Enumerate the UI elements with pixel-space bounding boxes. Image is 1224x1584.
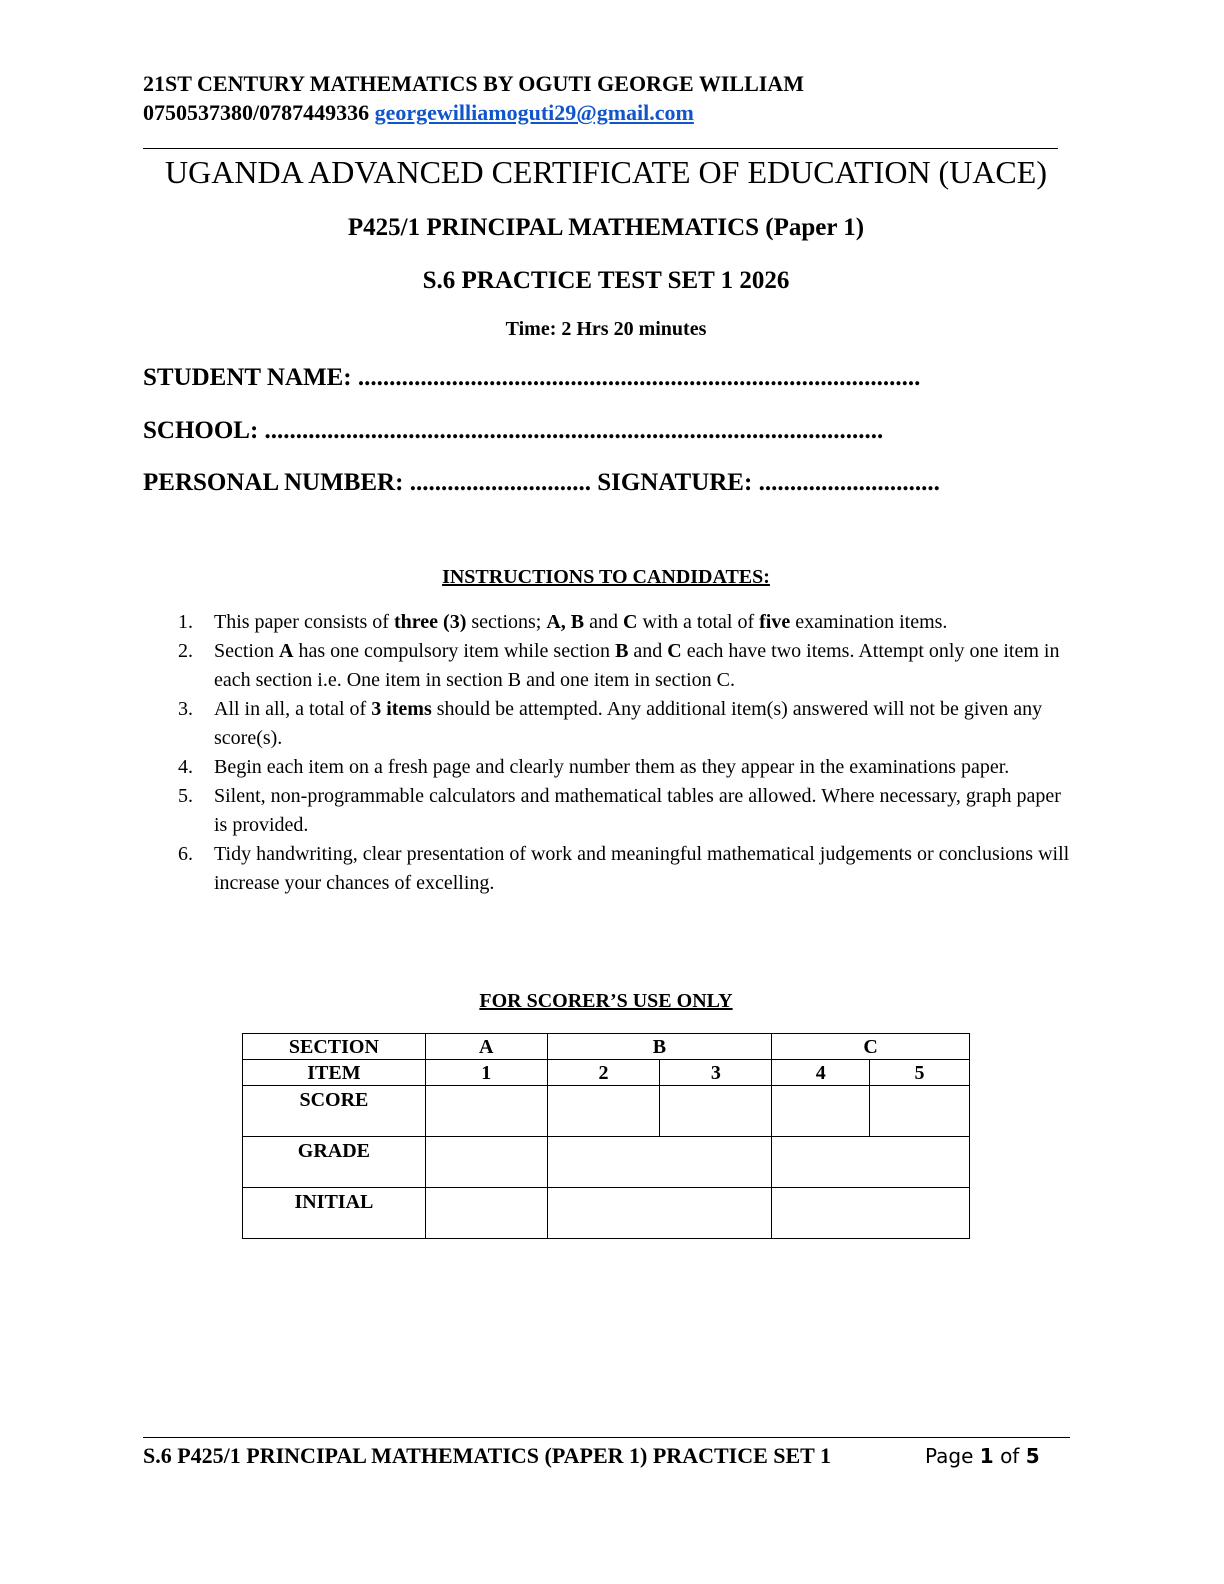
list-item-text: and [584, 611, 624, 633]
list-item-number: 2. [178, 640, 193, 662]
instructions-list [178, 608, 1078, 898]
list-item-text: 3 items [371, 698, 432, 720]
header-phones: 0750537380/0787449336 [143, 100, 370, 125]
footer-rule [143, 1437, 1070, 1438]
grade-cell-c[interactable] [772, 1137, 970, 1188]
signature-label: SIGNATURE: [597, 469, 753, 496]
list-item-number: 3. [178, 698, 193, 720]
section-header: SECTION [243, 1034, 426, 1060]
list-item-text: should be attempted. Any additional item(s) answered will not be given any score(s). [214, 698, 1043, 749]
score-cell-2[interactable] [547, 1086, 660, 1137]
initial-cell-b[interactable] [547, 1188, 772, 1239]
list-item [178, 782, 1078, 840]
list-item-text: A, B [546, 611, 585, 633]
personal-number-field[interactable] [143, 469, 597, 496]
item-1-header: 1 [425, 1060, 547, 1086]
header-email-link[interactable]: georgewilliamoguti29@gmail.com [374, 100, 694, 125]
time-allowed: Time: 2 Hrs 20 minutes [505, 318, 707, 340]
school-dots: ................................................................................................... [264, 417, 884, 444]
score-cell-3[interactable] [660, 1086, 772, 1137]
page-current: 1 [979, 1444, 994, 1468]
score-cell-5[interactable] [870, 1086, 970, 1137]
personal-number-label: PERSONAL NUMBER: [143, 469, 404, 496]
list-item-text: B [615, 640, 629, 662]
list-item-text: This paper consists of [214, 611, 394, 633]
section-a-header: A [425, 1034, 547, 1060]
item-2-header: 2 [547, 1060, 660, 1086]
score-cell-1[interactable] [425, 1086, 547, 1137]
signature-field[interactable] [597, 469, 940, 496]
list-item-text: C [623, 611, 638, 633]
student-name-label: STUDENT NAME: [143, 364, 352, 391]
list-item-text: has one compulsory item while section [293, 640, 616, 662]
item-3-header: 3 [660, 1060, 772, 1086]
header-author-line: 21ST CENTURY MATHEMATICS BY OGUTI GEORGE WILLIAM [143, 71, 804, 96]
page-word: Page [925, 1444, 974, 1468]
list-item-number: 1. [178, 611, 193, 633]
list-item-text: five [759, 611, 791, 633]
list-item-text: Silent, non-programmable calculators and mathematical tables are allowed. Where necessary, graph paper is provided. [214, 785, 1061, 836]
score-cell-4[interactable] [772, 1086, 870, 1137]
initial-cell-a[interactable] [425, 1188, 547, 1239]
list-item-text: sections; [466, 611, 547, 633]
signature-dots: ............................. [758, 469, 940, 496]
grade-label: GRADE [243, 1137, 426, 1188]
exam-title: UGANDA ADVANCED CERTIFICATE OF EDUCATION (UACE) [165, 154, 1047, 190]
list-item [178, 753, 1078, 782]
scorer-table [242, 1033, 970, 1239]
school-field[interactable] [143, 415, 883, 447]
initial-label: INITIAL [243, 1188, 426, 1239]
page-number [925, 1441, 1040, 1471]
table-row [243, 1137, 970, 1188]
paper-title: P425/1 PRINCIPAL MATHEMATICS (Paper 1) [347, 214, 865, 241]
page-total: 5 [1025, 1444, 1040, 1468]
list-item-text: three (3) [393, 611, 467, 633]
page-of: of [1000, 1444, 1020, 1468]
list-item-text: and [628, 640, 668, 662]
school-label: SCHOOL: [143, 417, 259, 444]
list-item-number: 4. [178, 756, 193, 778]
list-item [178, 608, 1078, 637]
score-label: SCORE [243, 1086, 426, 1137]
grade-cell-b[interactable] [547, 1137, 772, 1188]
list-item-text: each have two items. Attempt only one item in each section i.e. One item in section B and one item in section C. [214, 640, 1060, 691]
list-item-text: examination items. [790, 611, 948, 633]
table-row [243, 1086, 970, 1137]
instructions-heading: INSTRUCTIONS TO CANDIDATES: [442, 566, 770, 588]
section-b-header: B [547, 1034, 772, 1060]
list-item-text: Begin each item on a fresh page and clearly number them as they appear in the examinations paper. [214, 756, 1010, 778]
grade-cell-a[interactable] [425, 1137, 547, 1188]
student-name-dots: .......................................................................................... [357, 364, 921, 391]
scorer-heading: FOR SCORER’S USE ONLY [479, 990, 733, 1012]
list-item-text: A [279, 640, 294, 662]
footer-text: S.6 P425/1 PRINCIPAL MATHEMATICS (PAPER 1) PRACTICE SET 1 [143, 1443, 831, 1468]
personal-number-dots: ............................. [409, 469, 591, 496]
section-c-header: C [772, 1034, 970, 1060]
practice-title: S.6 PRACTICE TEST SET 1 2026 [422, 267, 790, 294]
table-row [243, 1188, 970, 1239]
list-item-number: 6. [178, 843, 193, 865]
table-row [243, 1060, 970, 1086]
header-contact-line [143, 99, 694, 127]
list-item [178, 840, 1078, 898]
table-row [243, 1034, 970, 1060]
item-5-header: 5 [870, 1060, 970, 1086]
list-item-text: All in all, a total of [214, 698, 372, 720]
list-item-text: Section [214, 640, 279, 662]
item-header: ITEM [243, 1060, 426, 1086]
initial-cell-c[interactable] [772, 1188, 970, 1239]
header-rule [143, 148, 1058, 149]
list-item-text: Tidy handwriting, clear presentation of work and meaningful mathematical judgements or conclusions will increase your chances of excelling. [214, 843, 1070, 894]
list-item-text: with a total of [637, 611, 760, 633]
list-item-text: C [667, 640, 682, 662]
item-4-header: 4 [772, 1060, 870, 1086]
personal-number-signature-row [143, 467, 940, 499]
student-name-field[interactable] [143, 362, 920, 394]
list-item-number: 5. [178, 785, 193, 807]
list-item [178, 695, 1078, 753]
list-item [178, 637, 1078, 695]
